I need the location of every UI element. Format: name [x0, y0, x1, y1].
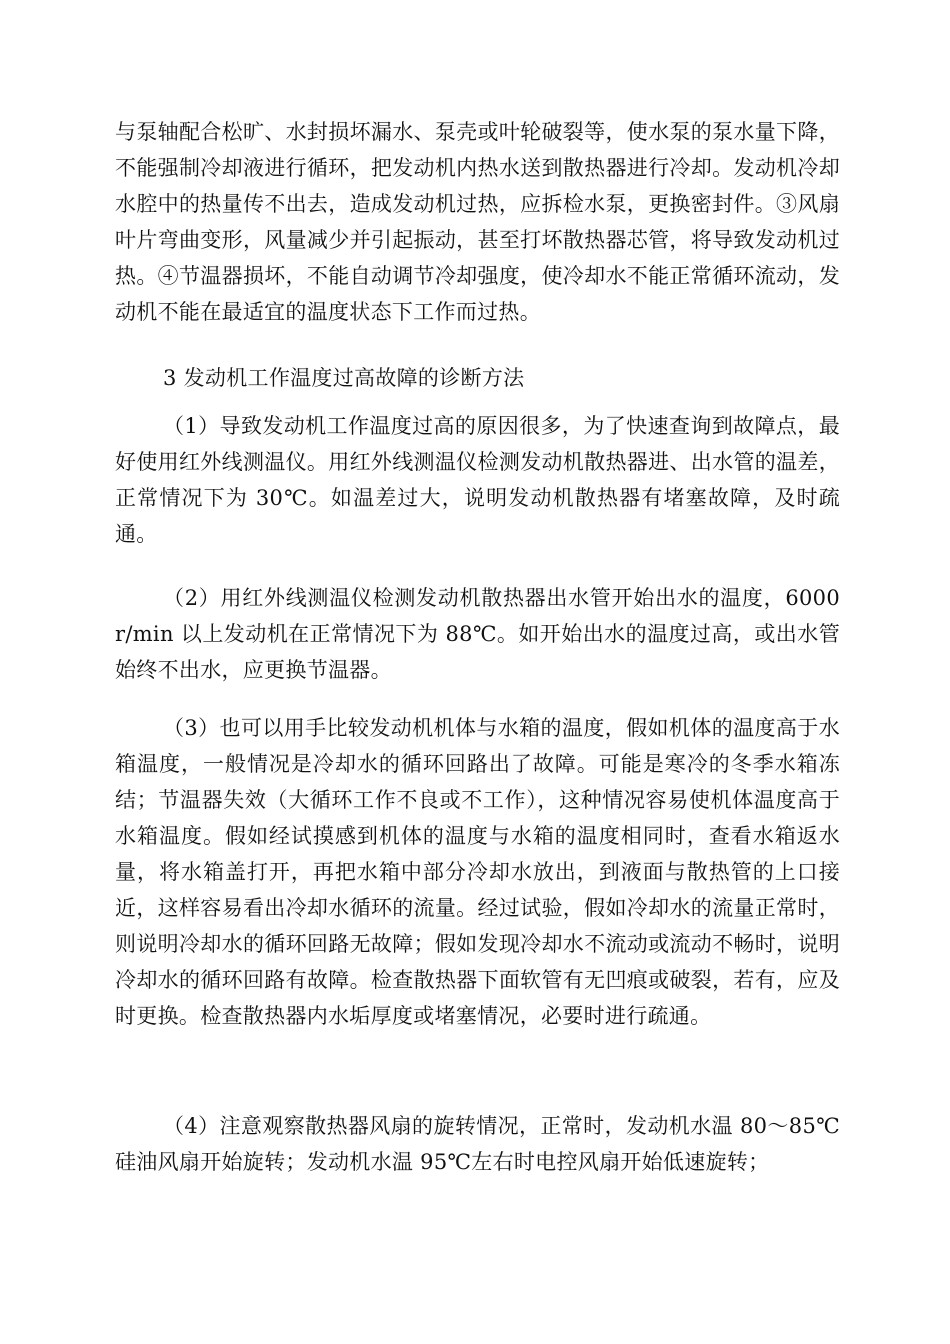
paragraph-step-1: （1）导致发动机工作温度过高的原因很多，为了快速查询到故障点，最好使用红外线测温仪。用红外线测温仪检测发动机散热器进、出水管的温差，正常情况下为 30℃。如温差过大，说明发动机散热器有堵塞故障，及时疏通。 — [115, 414, 840, 546]
paragraph-causes-continued: 与泵轴配合松旷、水封损坏漏水、泵壳或叶轮破裂等，使水泵的泵水量下降，不能强制冷却液进行循环，把发动机内热水送到散热器进行冷却。发动机冷却水腔中的热量传不出去，造成发动机过热，应拆检水泵，更换密封件。③风扇叶片弯曲变形，风量减少并引起振动，甚至打坏散热器芯管，将导致发动机过热。④节温器损坏，不能自动调节冷却强度，使冷却水不能正常循环流动，发动机不能在最适宜的温度状态下工作而过热。 — [115, 120, 840, 324]
paragraph-step-2: （2）用红外线测温仪检测发动机散热器出水管开始出水的温度，6000r/min 以上发动机在正常情况下为 88℃。如开始出水的温度过高，或出水管始终不出水，应更换节温器。 — [115, 586, 840, 682]
section-heading-diagnosis: 3 发动机工作温度过高故障的诊断方法 — [163, 366, 525, 390]
paragraph-step-3: （3）也可以用手比较发动机机体与水箱的温度，假如机体的温度高于水箱温度，一般情况是冷却水的循环回路出了故障。可能是寒冷的冬季水箱冻结；节温器失效（大循环工作不良或不工作），这种情况容易使机体温度高于水箱温度。假如经试摸感到机体的温度与水箱的温度相同时，查看水箱返水量，将水箱盖打开，再把水箱中部分冷却水放出，到液面与散热管的上口接近，这样容易看出冷却水循环的流量。经过试验，假如冷却水的流量正常时，则说明冷却水的循环回路无故障；假如发现冷却水不流动或流动不畅时，说明冷却水的循环回路有故障。检查散热器下面软管有无凹痕或破裂，若有，应及时更换。检查散热器内水垢厚度或堵塞情况，必要时进行疏通。 — [115, 716, 840, 1028]
paragraph-step-4: （4）注意观察散热器风扇的旋转情况，正常时，发动机水温 80～85℃硅油风扇开始旋转；发动机水温 95℃左右时电控风扇开始低速旋转； — [115, 1114, 840, 1174]
